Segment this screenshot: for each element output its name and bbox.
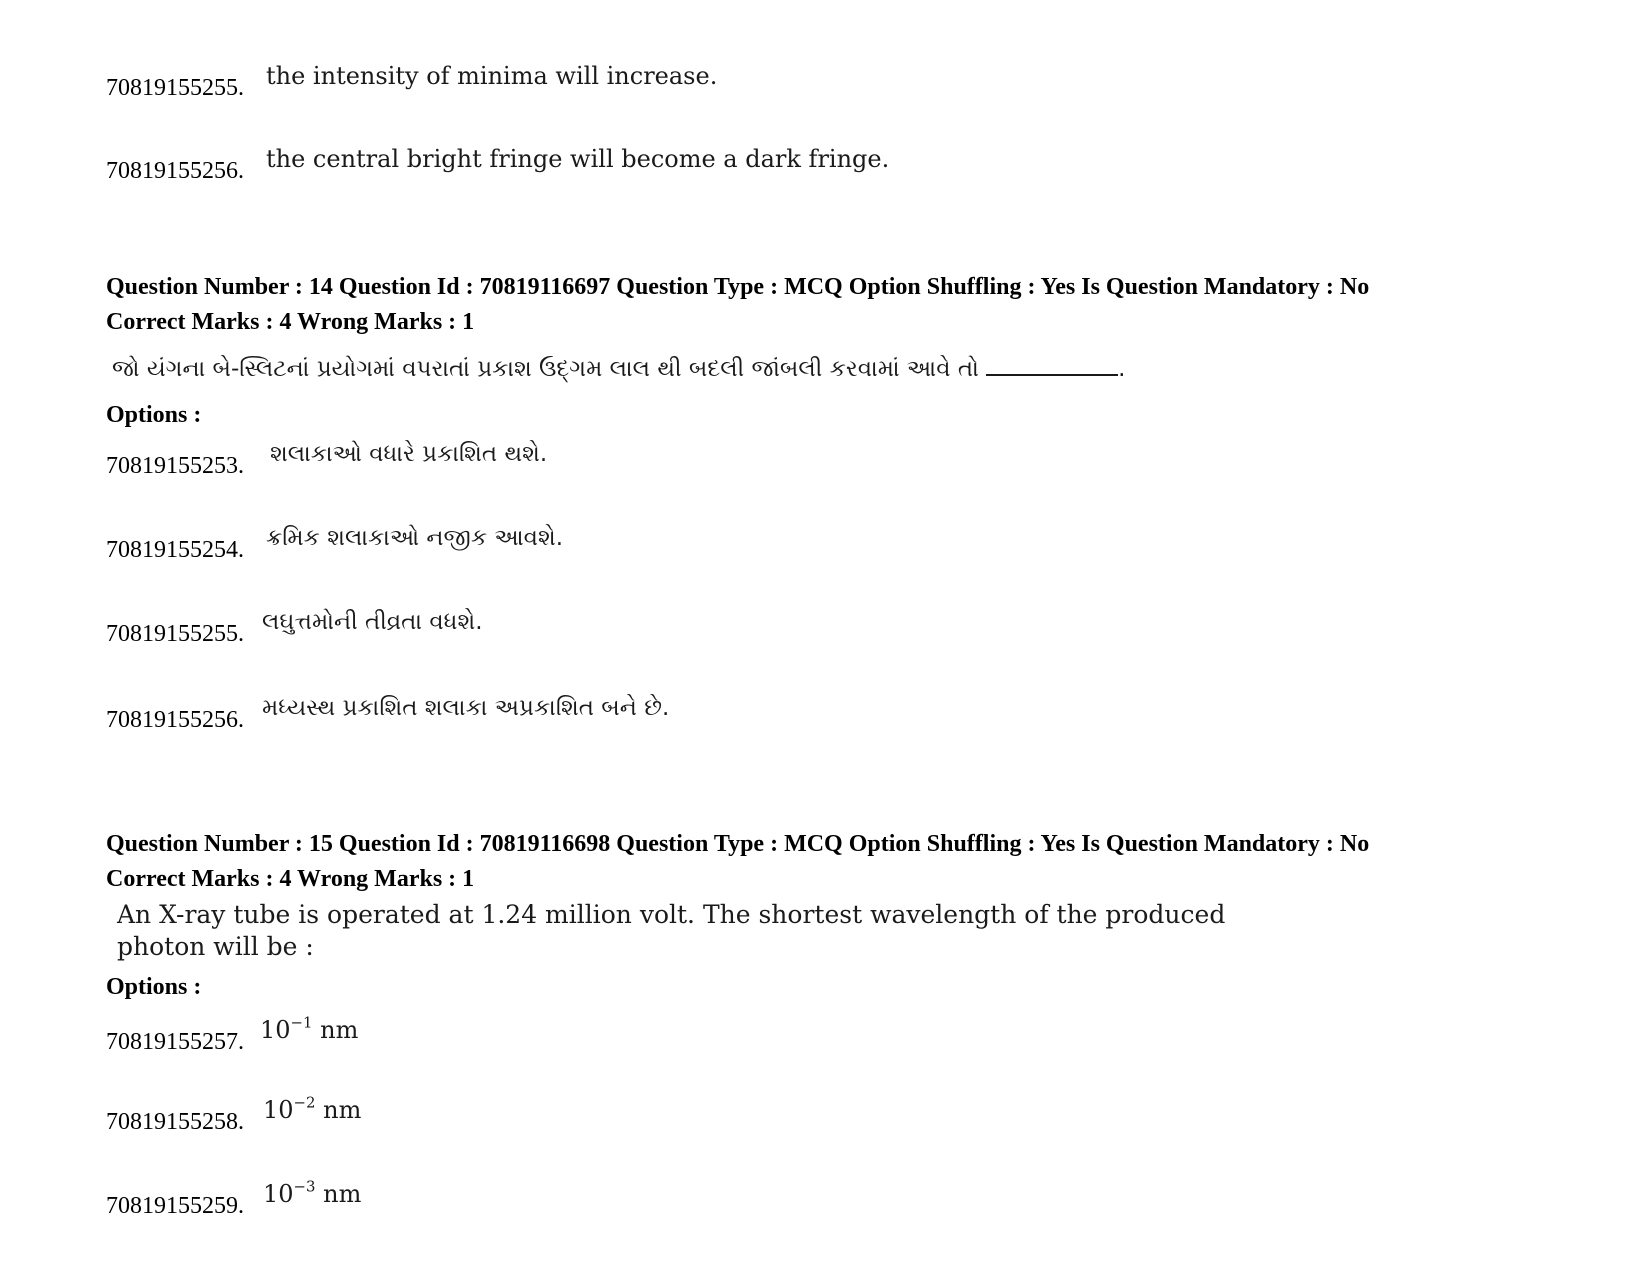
question-15-marks: Correct Marks : 4 Wrong Marks : 1	[106, 866, 475, 892]
option-id: 70819155258.	[106, 1109, 244, 1135]
option-base: 10	[263, 1180, 294, 1208]
question-14-marks: Correct Marks : 4 Wrong Marks : 1	[106, 309, 475, 335]
option-id: 70819155254.	[106, 537, 244, 563]
options-label: Options :	[106, 974, 202, 1000]
question-14-end: .	[1118, 356, 1126, 382]
option-base: 10	[263, 1096, 294, 1124]
option-exponent: −3	[293, 1177, 316, 1196]
option-exponent: −2	[293, 1093, 316, 1112]
option-text: લઘુત્તમોની તીવ્રતા વધશે.	[262, 609, 483, 635]
options-label: Options :	[106, 402, 202, 428]
option-row	[106, 440, 1506, 480]
option-text: ક્રમિક શલાકાઓ નજીક આવશે.	[266, 525, 564, 551]
question-15-line-2: photon will be :	[117, 932, 314, 961]
option-text: શલાકાઓ વધારે પ્રકાશિત થશે.	[270, 441, 548, 467]
option-row	[106, 524, 1506, 564]
option-row	[106, 694, 1506, 734]
question-14-body: જો યંગના બે-સ્લિટનાં પ્રયોગમાં વપરાતાં પ્રકાશ ઉદ્‌ગમ લાલ થી બદલી જાંબલી કરવામાં આવે તો	[112, 356, 979, 382]
question-14-text	[112, 352, 1125, 385]
option-row	[106, 62, 1506, 102]
option-text	[260, 1013, 359, 1044]
option-text: the central bright fringe will become a dark fringe.	[266, 145, 890, 173]
option-id: 70819155256.	[106, 158, 244, 184]
question-15-line-1: An X-ray tube is operated at 1.24 million volt. The shortest wavelength of the produced	[117, 900, 1226, 929]
option-unit: nm	[315, 1180, 362, 1208]
option-text	[263, 1093, 362, 1124]
option-row	[106, 1013, 1506, 1056]
question-15-text	[117, 899, 1225, 963]
option-text: the intensity of minima will increase.	[266, 62, 718, 90]
question-15-meta: Question Number : 15 Question Id : 70819116698 Question Type : MCQ Option Shuffling : Yes Is Question Mandatory : No	[106, 831, 1370, 857]
option-base: 10	[260, 1016, 291, 1044]
option-id: 70819155253.	[106, 453, 244, 479]
option-id: 70819155255.	[106, 75, 244, 101]
option-id: 70819155256.	[106, 707, 244, 733]
option-text	[263, 1177, 362, 1208]
answer-blank	[986, 352, 1118, 376]
option-row	[106, 1093, 1506, 1136]
option-unit: nm	[312, 1016, 359, 1044]
option-id: 70819155259.	[106, 1193, 244, 1219]
option-id: 70819155255.	[106, 621, 244, 647]
option-row	[106, 1177, 1506, 1220]
option-row	[106, 145, 1506, 185]
option-exponent: −1	[290, 1013, 313, 1032]
option-text: મધ્યસ્થ પ્રકાશિત શલાકા અપ્રકાશિત બને છે.	[262, 695, 670, 721]
option-id: 70819155257.	[106, 1029, 244, 1055]
option-row	[106, 608, 1506, 648]
question-14-meta: Question Number : 14 Question Id : 70819116697 Question Type : MCQ Option Shuffling : Yes Is Question Mandatory : No	[106, 274, 1370, 300]
option-unit: nm	[315, 1096, 362, 1124]
